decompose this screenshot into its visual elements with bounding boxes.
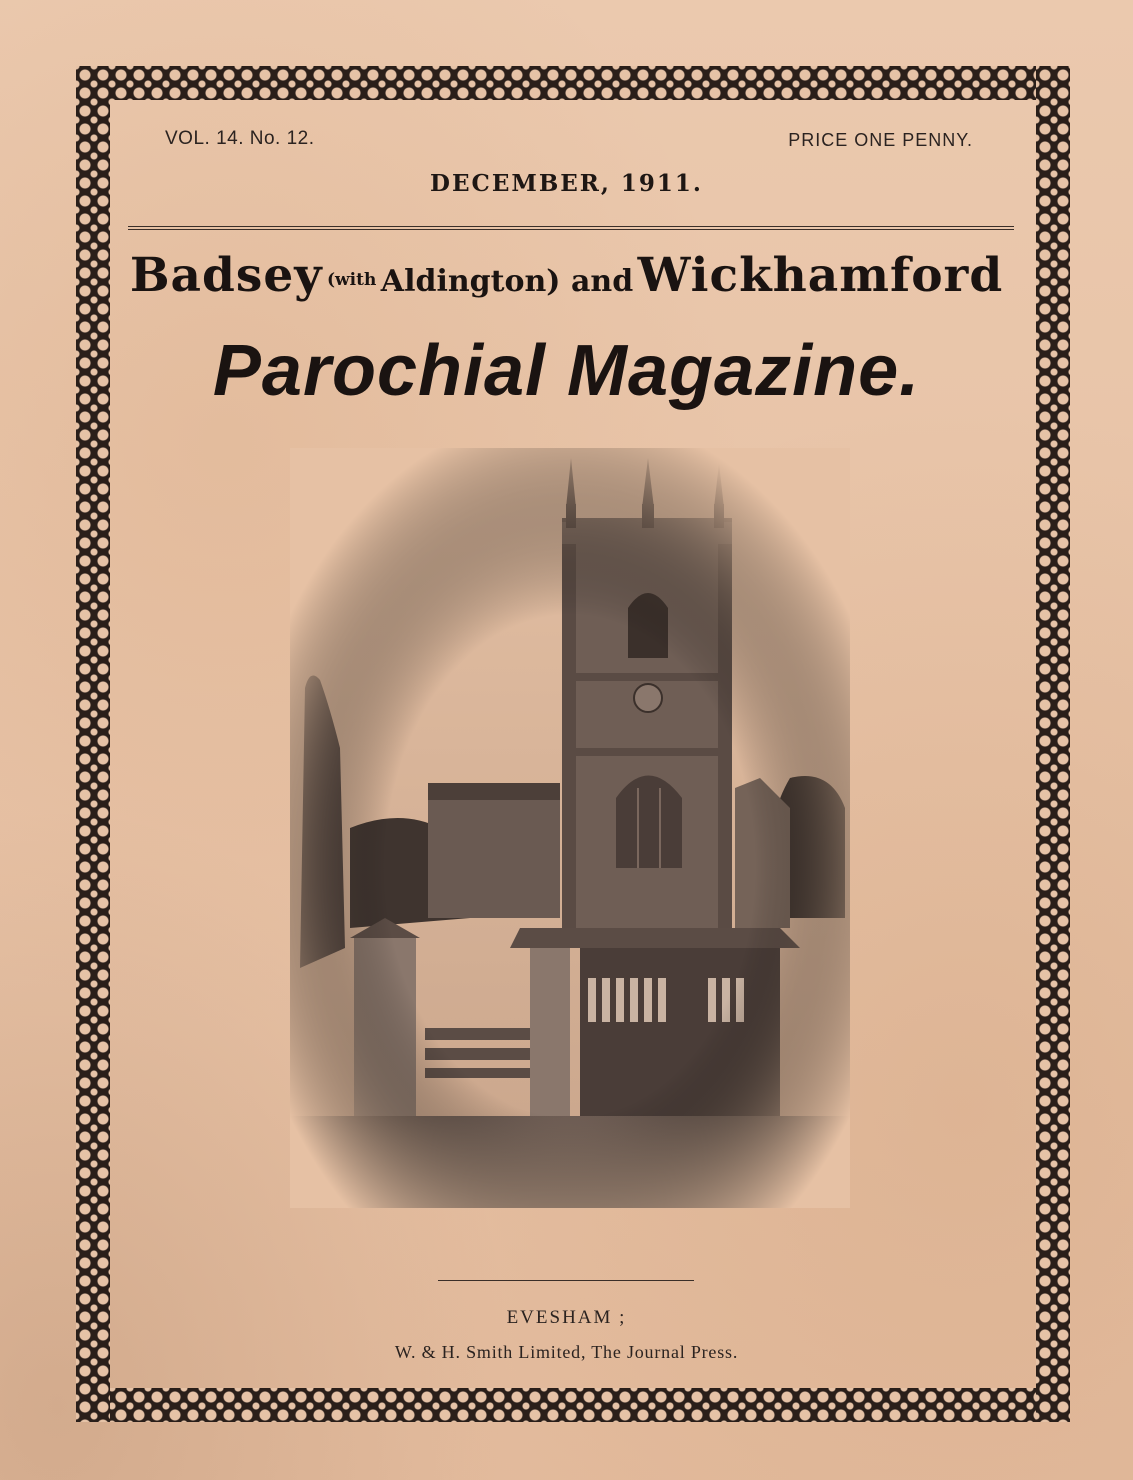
church-photo (290, 448, 850, 1208)
printer-credit: W. & H. Smith Limited, The Journal Press. (394, 1342, 739, 1362)
masthead-subtitle: Parochial Magazine. (212, 331, 921, 411)
title-wickhamford: Wickhamford (637, 248, 1004, 303)
ornamental-border-bottom (76, 1388, 1070, 1422)
masthead-title (0, 248, 1133, 303)
volume-number: VOL. 14. No. 12. (165, 128, 315, 149)
title-with: (with (326, 270, 377, 290)
publication-place: EVESHAM ; (506, 1307, 627, 1328)
title-badsey: Badsey (129, 248, 323, 303)
price-label: PRICE ONE PENNY. (788, 130, 973, 150)
ornamental-border-top (76, 66, 1070, 100)
header-rule (128, 226, 1014, 230)
title-aldington: Aldington) and (380, 264, 634, 299)
footer-rule (438, 1280, 694, 1281)
issue-date: DECEMBER, 1911. (430, 170, 703, 197)
